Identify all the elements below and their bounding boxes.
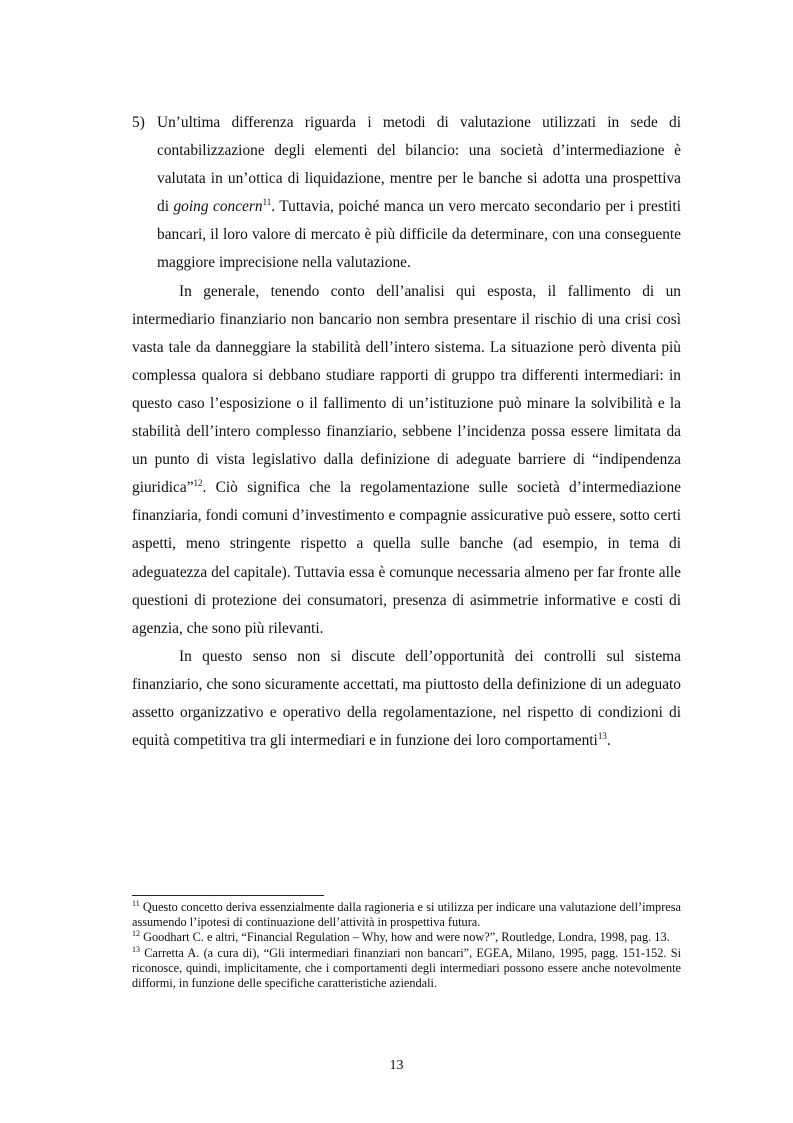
body-text <box>132 109 681 755</box>
footnote-number: 13 <box>132 944 140 954</box>
paragraph-text-cont: . Ciò significa che la regolamentazione sulle società d’intermediazione finanziaria, fondi comuni d’investimento e compagnie assicurative può essere, sotto certi aspetti, meno stringente rispetto a quella sulle banche (ad esempio, in tema di adeguatezza del capitale). Tuttavia essa è comunque necessaria almeno per far fronte alle questioni di protezione dei consumatori, presenza di asimmetrie informative e costi di agenzia, che sono più rilevanti. <box>132 479 681 637</box>
page-number: 13 <box>389 1058 404 1073</box>
paragraph-text-cont: . <box>606 732 611 750</box>
paragraph <box>132 643 681 755</box>
list-item-5 <box>132 109 681 278</box>
paragraph-text: In generale, tenendo conto dell’analisi qui esposta, il fallimento di un intermediario finanziario non bancario non sembra presentare il rischio di una crisi così vasta tale da danneggiare la stabilità dell’intero sistema. La situazione però diventa più complessa qualora si debbano studiare rapporti di gruppo tra differenti intermediari: in questo caso l’esposizione o il fallimento di un’istituzione può minare la solvibilità e la stabilità dell’intero complesso finanziario, sebbene l’incidenza possa essere limitata da un punto di vista legislativo dalla definizione di adeguate barriere di “indipendenza giuridica” <box>132 282 681 497</box>
footnote-ref-13[interactable]: 13 <box>597 730 607 741</box>
footnote-text: Carretta A. (a cura di), “Gli intermediari finanziari non bancari”, EGEA, Milano, 1995, pagg. 151-152. Si riconosce, quindi, implicitamente, che i comportamenti degli intermediari possono essere anche notevolmente difformi, in funzione delle specifiche caratteristiche aziendali. <box>132 945 681 991</box>
footnote-text: Goodhart C. e altri, “Financial Regulation – Why, how and were now?”, Routledge, Londra, 1998, pag. 13. <box>143 930 670 945</box>
footnote-ref-12[interactable]: 12 <box>193 478 203 489</box>
footnote-11 <box>132 900 681 930</box>
footnote-ref-11[interactable]: 11 <box>262 197 272 208</box>
paragraph-text: In questo senso non si discute dell’opportunità dei controlli sul sistema finanziario, che sono sicuramente accettati, ma piuttosto della definizione di un adeguato assetto organizzativo e operativo della regolamentazione, nel rispetto di condizioni di equità competitiva tra gli intermediari e in funzione dei loro comportamenti <box>132 647 681 750</box>
footnote-13 <box>132 946 681 992</box>
list-item-text: Un’ultima differenza riguarda i metodi di valutazione utilizzati in sede di contabilizzazione degli elementi del bilancio: una società d’intermediazione è valutata in un’ottica di liquidazione, mentre per le banche si adotta una prospettiva di <box>157 114 681 216</box>
paragraph <box>132 278 681 643</box>
footnote-12 <box>132 930 681 945</box>
list-number: 5) <box>132 114 145 131</box>
footnote-text: Questo concetto deriva essenzialmente dalla ragioneria e si utilizza per indicare una valutazione dell’impresa assumendo l’ipotesi di continuazione dell’attività in prospettiva futura. <box>132 900 682 930</box>
footnotes <box>132 900 681 991</box>
list-item-text-cont: . Tuttavia, poiché manca un vero mercato secondario per i prestiti bancari, il loro valore di mercato è più difficile da determinare, con una conseguente maggiore imprecisione nella valutazione. <box>157 198 681 272</box>
footnote-separator <box>132 895 324 896</box>
footnote-number: 11 <box>132 898 140 908</box>
italic-term: going concern <box>173 198 263 216</box>
footnote-number: 12 <box>132 929 140 939</box>
